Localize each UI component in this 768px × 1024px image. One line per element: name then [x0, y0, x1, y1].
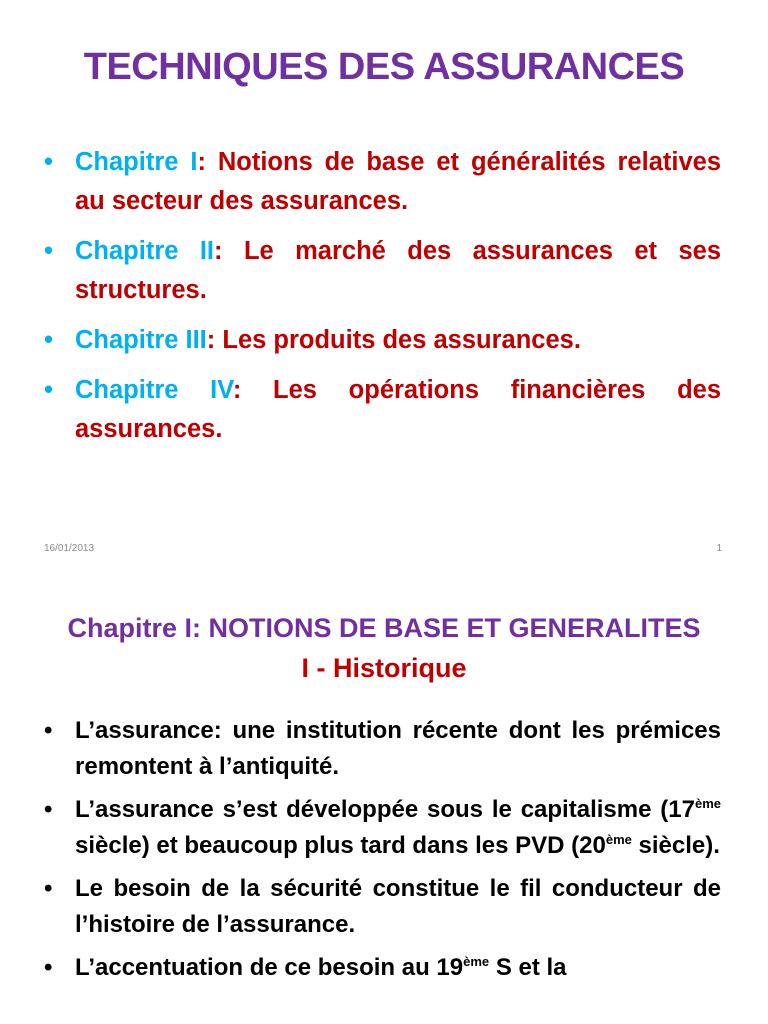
slide-title: Chapitre I: NOTIONS DE BASE ET GENERALITES: [67, 613, 701, 643]
chapter-description: Les opérations financières des assurances.: [75, 376, 722, 443]
chapter-description: Le marché des assurances et ses structures.: [75, 237, 722, 304]
slide-2: [0, 565, 768, 1024]
chapter-description: Notions de base et généralités relatives au secteur des assurances.: [75, 148, 721, 215]
bullet-text-part: L’assurance s’est développée sous le capitalisme (17: [75, 796, 695, 823]
bullet-text: L’assurance: une institution récente dont les prémices remontent à l’antiquité.: [75, 717, 721, 780]
superscript: ème: [605, 832, 632, 847]
bullet-list: [44, 713, 721, 993]
bullet-icon: •: [44, 796, 53, 823]
chapter-separator: :: [206, 326, 216, 354]
chapter-label: Chapitre I: [75, 148, 198, 176]
list-item: [44, 950, 721, 986]
list-item: [44, 232, 721, 310]
slide-subtitle: I - Historique: [301, 653, 467, 683]
bullet-text-part: siècle).: [631, 832, 720, 859]
list-item: [44, 792, 721, 864]
bullet-icon: •: [44, 326, 53, 354]
list-item: [44, 143, 721, 221]
chapter-separator: :: [197, 148, 206, 176]
chapter-label: Chapitre III: [75, 326, 207, 354]
slide-number: 1: [716, 543, 722, 554]
bullet-icon: •: [44, 954, 53, 981]
chapter-description: Les produits des assurances.: [215, 326, 581, 354]
list-item: [44, 321, 721, 360]
chapter-label: Chapitre II: [75, 237, 215, 265]
list-item: [44, 713, 721, 785]
list-item: [44, 871, 721, 943]
chapter-separator: :: [214, 237, 223, 265]
chapter-label: Chapitre IV: [75, 376, 233, 404]
bullet-text-part: siècle) et beaucoup plus tard dans les PVD (20: [75, 832, 606, 859]
bullet-icon: •: [44, 875, 53, 902]
bullet-icon: •: [44, 237, 53, 265]
slide-date: 16/01/2013: [44, 543, 95, 554]
bullet-icon: •: [44, 376, 53, 404]
bullet-text-part: L’accentuation de ce besoin au 19: [75, 954, 464, 981]
bullet-text: Le besoin de la sécurité constitue le fil conducteur de l’histoire de l’assurance.: [75, 875, 721, 938]
slide-title: TECHNIQUES DES ASSURANCES: [83, 46, 685, 88]
superscript: ème: [694, 796, 721, 811]
chapter-list: [44, 143, 721, 460]
chapter-separator: :: [232, 376, 242, 404]
bullet-text-part: S et la: [489, 954, 567, 981]
bullet-icon: •: [44, 148, 53, 176]
bullet-icon: •: [44, 717, 53, 744]
superscript: ème: [463, 954, 490, 969]
list-item: [44, 371, 721, 449]
